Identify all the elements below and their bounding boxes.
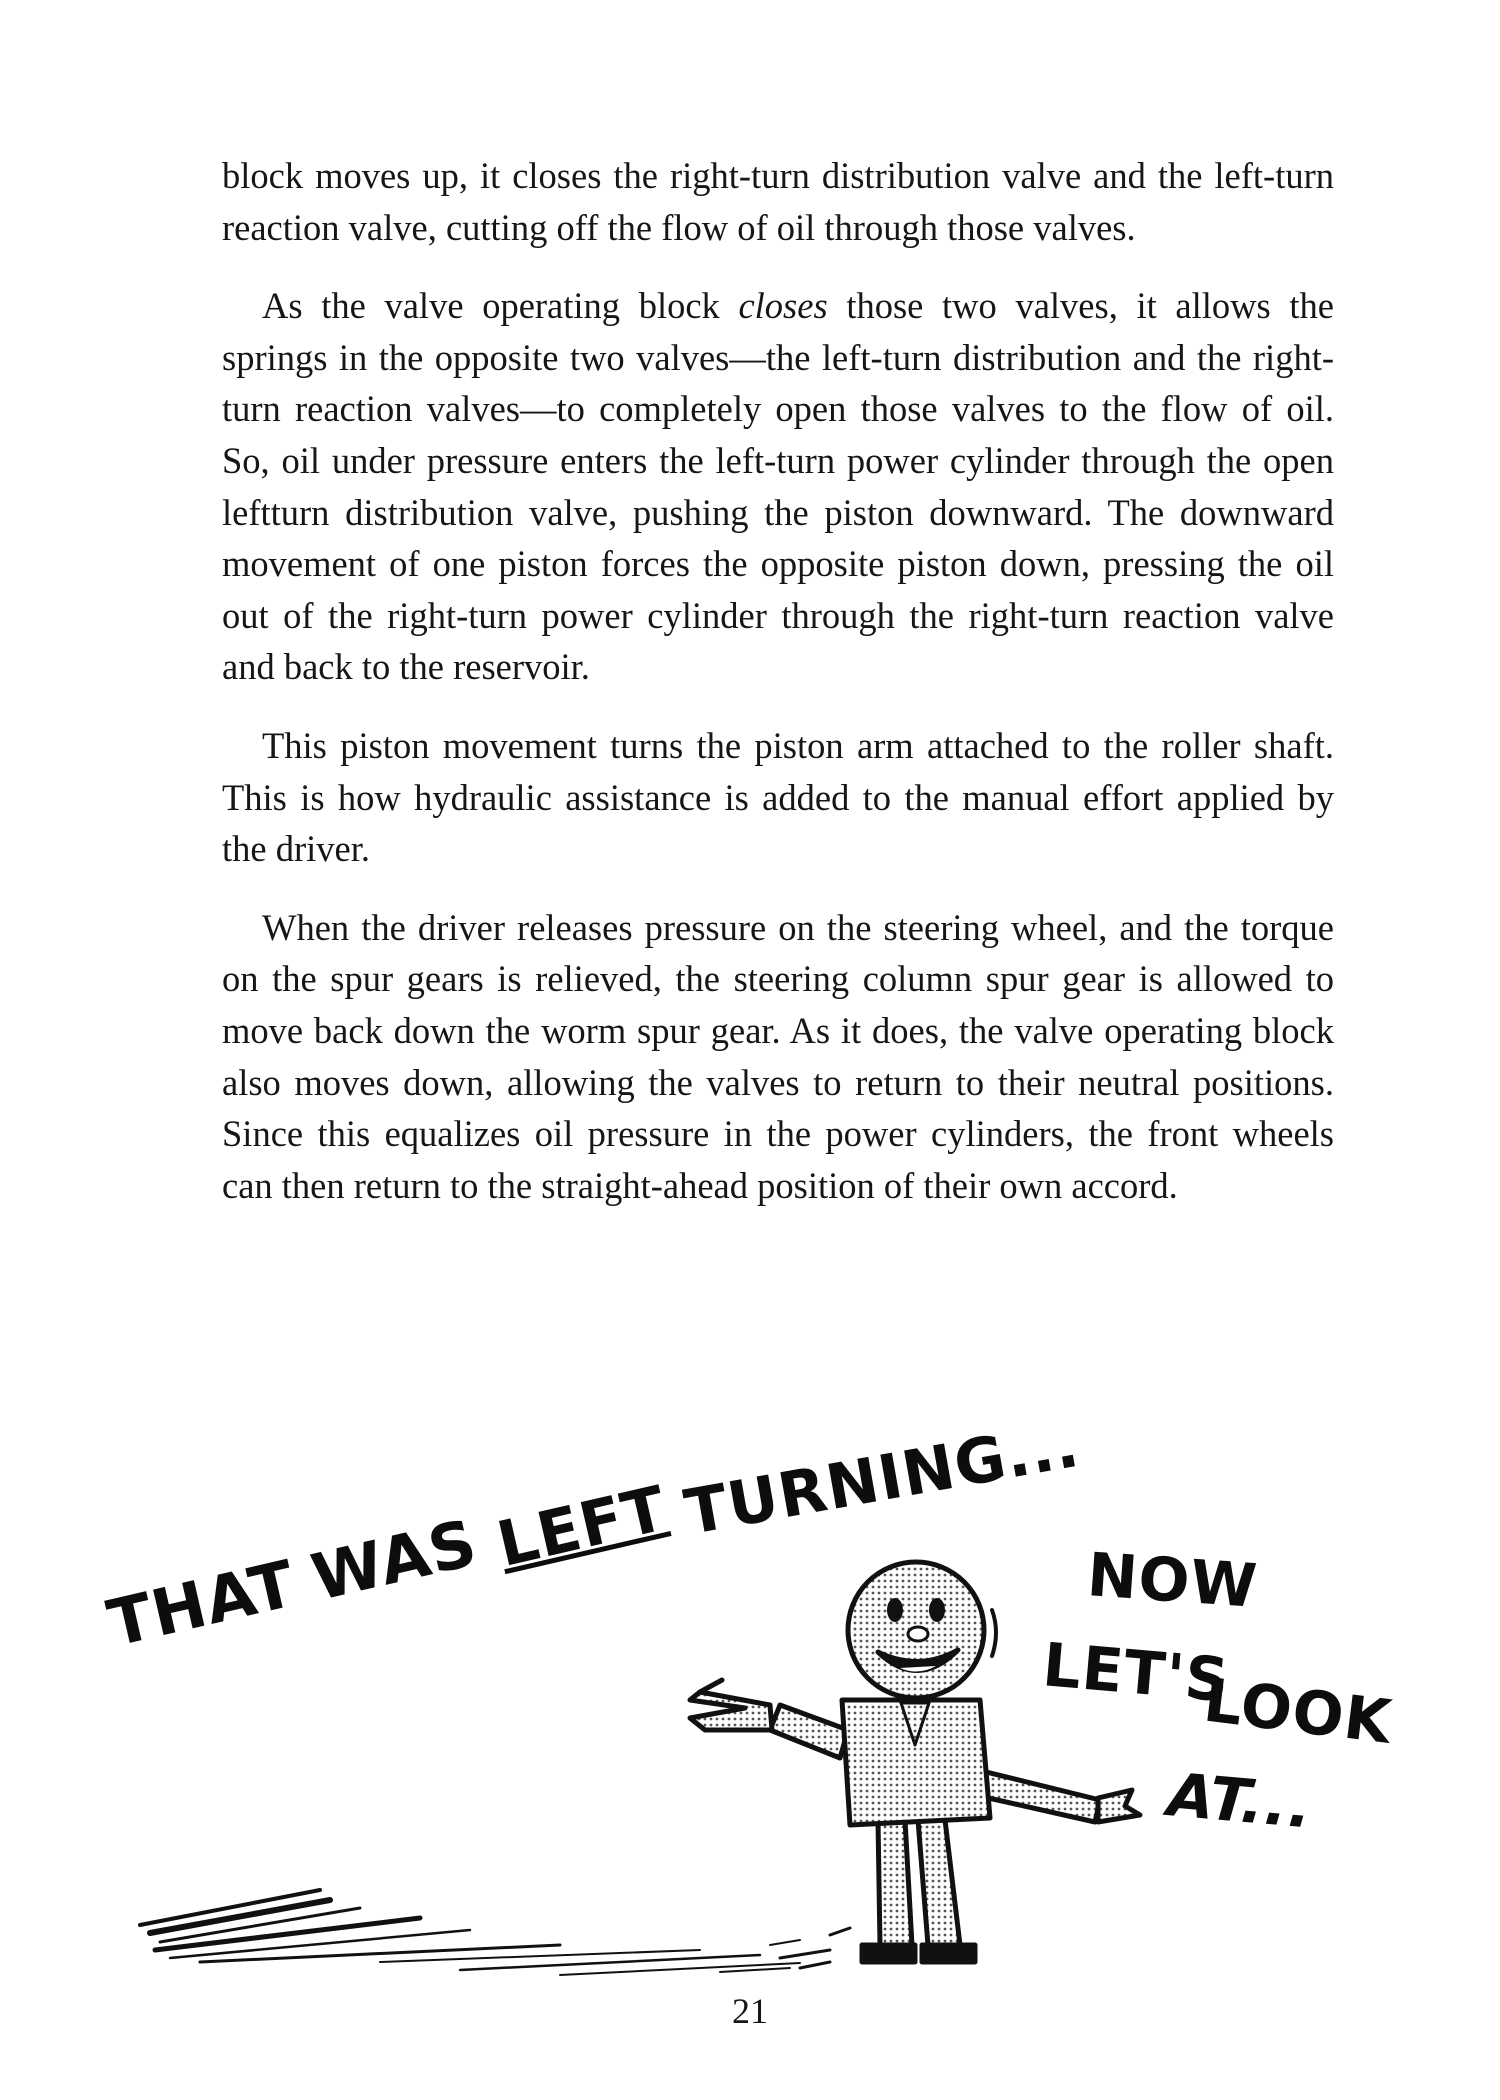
- page-number: 21: [732, 1991, 768, 2031]
- caption-now: NOW: [1085, 1540, 1260, 1622]
- paragraph-2-start: As the valve operating block: [262, 285, 739, 327]
- mascot-figure: [690, 1562, 1140, 1962]
- caption-at: AT...: [1165, 1760, 1316, 1843]
- caption-lets: LET'S: [1040, 1630, 1233, 1717]
- paragraph-3: This piston movement turns the piston arm attached to the roller shaft. This is how hydraulic assistance is added to the manual effort applied by the driver.: [222, 724, 1334, 870]
- caption-turning: TURNING...: [679, 1407, 1085, 1549]
- paragraph-2-end: those two valves, it allows the springs in the opposite two valves—the left-turn distribution and the right-turn reaction valves—to completely open those valves to the flow of oil. So, oil under pressure enters the left-turn power cylinder through the open leftturn distribution valve, pushing the piston downward. The downward movement of one piston forces the opposite piston down, pressing the oil out of the right-turn power cylinder through the right-turn reaction valve and back to the reservoir.: [222, 285, 1334, 688]
- caption-left: LEFT: [490, 1471, 674, 1581]
- paragraph-4: When the driver releases pressure on the steering wheel, and the torque on the spur gears is relieved, the steering column spur gear is allowed to move back down the worm spur gear. As it does, the valve operating block also moves down, allowing the valves to return to their neutral positions. Since this equalizes oil pressure in the power cylinders, the front wheels can then return to the straight-ahead position of their own accord.: [222, 906, 1334, 1206]
- caption-that: THAT: [101, 1547, 303, 1662]
- caption-was: WAS: [305, 1506, 485, 1616]
- paragraph-1: block moves up, it closes the right-turn distribution valve and the left-turn reaction valve, cutting off the flow of oil through those valves.: [222, 155, 1334, 248]
- emphasis-closes: closes: [738, 285, 828, 327]
- caption-look: LOOK: [1200, 1665, 1396, 1758]
- speed-lines: [140, 1890, 850, 1975]
